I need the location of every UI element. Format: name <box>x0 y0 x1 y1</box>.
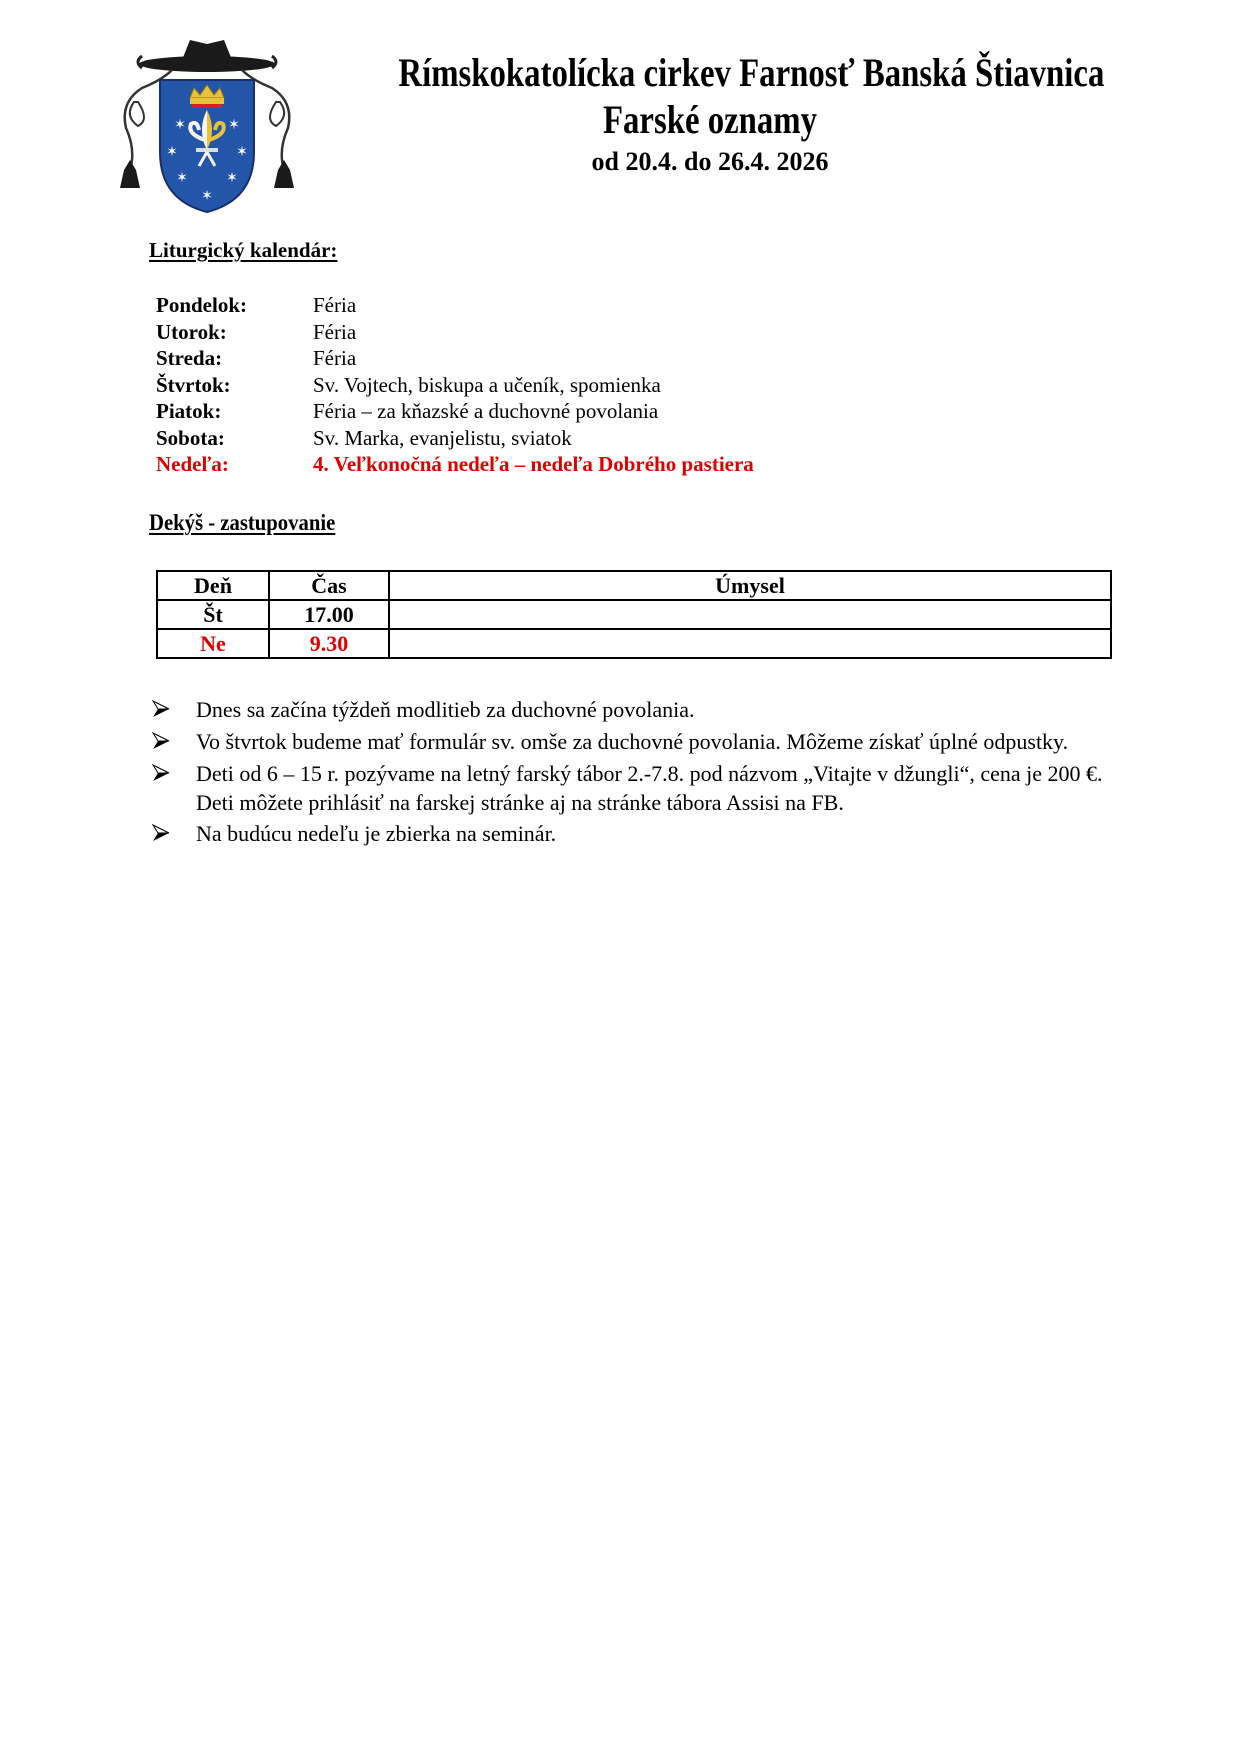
svg-text:✶: ✶ <box>166 144 178 160</box>
cell-time: 17.00 <box>269 600 389 629</box>
page-subtitle: Farské oznamy <box>602 97 818 142</box>
dekys-heading: Dekýš - zastupovanie <box>149 510 336 535</box>
calendar-description: Féria <box>313 319 357 344</box>
calendar-day: Piatok: <box>156 399 222 423</box>
announcement-text: Vo štvrtok budeme mať formulár sv. omše za duchovné povolania. Môžeme získať úplné odpustky. <box>196 729 1069 754</box>
cell-day: Št <box>157 600 269 629</box>
cell-time: 9.30 <box>269 629 389 658</box>
arrowhead-bullet-icon <box>150 819 196 849</box>
mass-schedule-table <box>156 570 1112 659</box>
svg-text:✶: ✶ <box>236 144 248 160</box>
liturgical-calendar-heading: Liturgický kalendár: <box>149 238 338 262</box>
calendar-day: Nedeľa: <box>156 452 229 476</box>
calendar-row <box>156 319 754 346</box>
calendar-day: Štvrtok: <box>156 372 231 397</box>
arrowhead-bullet-icon <box>150 759 196 817</box>
announcements-list <box>150 695 1110 851</box>
svg-text:✶: ✶ <box>228 117 240 133</box>
announcement-text: Na budúcu nedeľu je zbierka na seminár. <box>196 821 557 846</box>
table-header-row <box>157 571 1111 600</box>
announcement-text: Deti od 6 – 15 r. pozývame na letný farský tábor 2.-7.8. pod názvom „Vitajte v džungli“, cena je 200 €. Deti môžete prihlásiť na farskej stránke aj na stránke tábora Assisi na FB. <box>196 761 1103 815</box>
calendar-description: Sv. Marka, evanjelistu, sviatok <box>313 425 572 450</box>
calendar-description: Féria <box>313 346 357 370</box>
column-header-intention: Úmysel <box>389 571 1111 600</box>
calendar-description: 4. Veľkonočná nedeľa – nedeľa Dobrého pastiera <box>313 452 754 476</box>
liturgical-calendar <box>156 292 754 478</box>
list-item <box>150 819 1110 849</box>
calendar-day: Streda: <box>156 346 223 370</box>
calendar-day: Sobota: <box>156 425 225 450</box>
arrowhead-bullet-icon <box>150 727 196 757</box>
page-title: Rímskokatolícka cirkev Farnosť Banská Štiavnica <box>398 50 1105 95</box>
announcement-text: Dnes sa začína týždeň modlitieb za duchovné povolania. <box>196 697 695 722</box>
column-header-time: Čas <box>269 571 389 600</box>
calendar-row <box>156 398 754 425</box>
list-item <box>150 759 1110 817</box>
calendar-row <box>156 425 754 452</box>
calendar-row <box>156 292 754 319</box>
arrowhead-bullet-icon <box>150 695 196 725</box>
cell-intention <box>389 629 1111 658</box>
table-row <box>157 600 1111 629</box>
parish-coat-of-arms-icon <box>112 32 302 214</box>
calendar-description: Sv. Vojtech, biskupa a učeník, spomienka <box>313 372 661 397</box>
column-header-day: Deň <box>157 571 269 600</box>
calendar-description: Féria – za kňazské a duchovné povolania <box>313 399 659 423</box>
calendar-row <box>156 372 754 399</box>
calendar-description: Féria <box>313 293 357 317</box>
calendar-day: Pondelok: <box>156 293 248 317</box>
svg-text:✶: ✶ <box>176 170 188 186</box>
document-header <box>330 50 1105 178</box>
calendar-row-sunday <box>156 451 754 478</box>
svg-text:✶: ✶ <box>201 188 213 204</box>
svg-text:✶: ✶ <box>174 117 186 133</box>
cell-day: Ne <box>157 629 269 658</box>
calendar-row <box>156 345 754 372</box>
list-item <box>150 727 1110 757</box>
cell-intention <box>389 600 1111 629</box>
list-item <box>150 695 1110 725</box>
calendar-day: Utorok: <box>156 319 227 344</box>
svg-text:✶: ✶ <box>226 170 238 186</box>
table-row <box>157 629 1111 658</box>
date-range: od 20.4. do 26.4. 2026 <box>591 147 829 176</box>
